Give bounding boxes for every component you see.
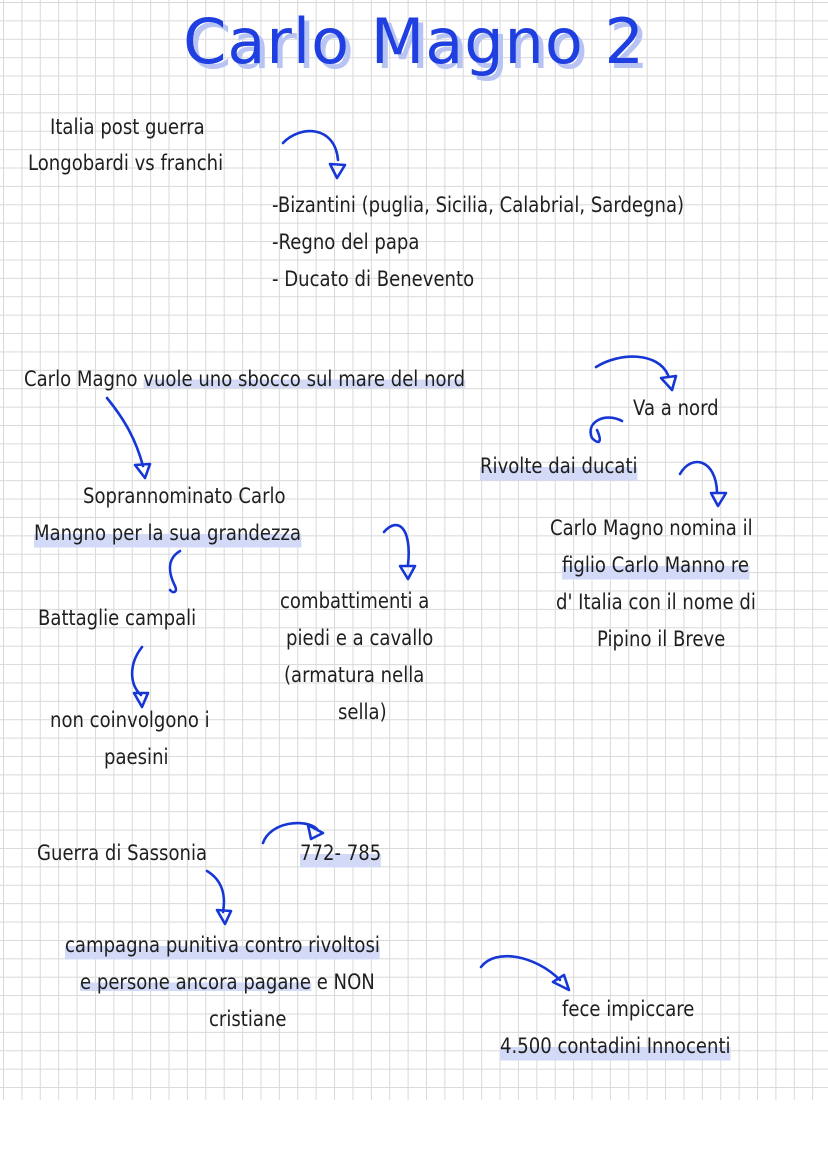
note-nomina-3: d' Italia con il nome di <box>556 590 756 614</box>
note-combattimenti-4: sella) <box>338 700 387 724</box>
note-impiccare-1: fece impiccare <box>562 997 695 1021</box>
arrow-carlo-sopr <box>107 398 150 478</box>
note-sbocco <box>24 361 465 398</box>
arrow-impiccare <box>481 956 569 990</box>
arrow-battaglie <box>170 551 180 592</box>
note-nomina-2: figlio Carlo Manno re <box>562 547 749 584</box>
arrow-sassonia <box>207 871 231 924</box>
note-campagna-2-highlight: e persone ancora pagane <box>80 970 311 994</box>
note-campagna-2 <box>80 964 375 1001</box>
note-sbocco-highlight: vuole uno sbocco sul mare del nord <box>143 367 466 391</box>
note-italia-2: Longobardi vs franchi <box>28 151 224 175</box>
arrow-italia <box>283 131 345 178</box>
note-nomina-4: Pipino il Breve <box>597 627 726 651</box>
note-italia-1: Italia post guerra <box>50 115 205 139</box>
note-impiccare-2: 4.500 contadini Innocenti <box>500 1028 731 1065</box>
arrow-va-nord <box>596 357 676 390</box>
note-sassonia: Guerra di Sassonia <box>37 841 208 865</box>
note-combattimenti-2: piedi e a cavallo <box>286 626 434 650</box>
note-combattimenti-3: (armatura nella <box>284 663 425 687</box>
note-soprannome-2: Mangno per la sua grandezza <box>34 515 301 552</box>
note-rivolte: Rivolte dai ducati <box>480 448 638 485</box>
note-battaglie: Battaglie campali <box>38 606 197 630</box>
note-campagna-2-end: e NON <box>310 970 375 994</box>
note-paesini-2: paesini <box>104 745 169 769</box>
note-benevento: - Ducato di Benevento <box>272 267 475 291</box>
note-va-nord: Va a nord <box>633 396 719 420</box>
note-sbocco-start: Carlo Magno <box>24 367 144 391</box>
arrow-ducati <box>680 462 726 506</box>
page-title: Carlo Magno 2 <box>183 5 645 78</box>
note-campagna-3: cristiane <box>209 1007 287 1031</box>
note-paesini-1: non coinvolgono i <box>50 708 210 732</box>
note-combattimenti-1: combattimenti a <box>280 589 430 613</box>
arrow-paesini <box>132 647 148 707</box>
arrow-grandezza <box>384 525 415 579</box>
note-campagna-1: campagna punitiva contro rivoltosi <box>65 927 380 964</box>
arrow-rivolte <box>591 418 622 442</box>
note-soprannome-1: Soprannominato Carlo <box>83 484 286 508</box>
note-anni: 772- 785 <box>300 835 381 872</box>
note-regno-papa: -Regno del papa <box>272 230 420 254</box>
note-bizantini: -Bizantini (puglia, Sicilia, Calabrial, Sardegna) <box>272 193 685 217</box>
note-nomina-1: Carlo Magno nomina il <box>550 516 753 540</box>
